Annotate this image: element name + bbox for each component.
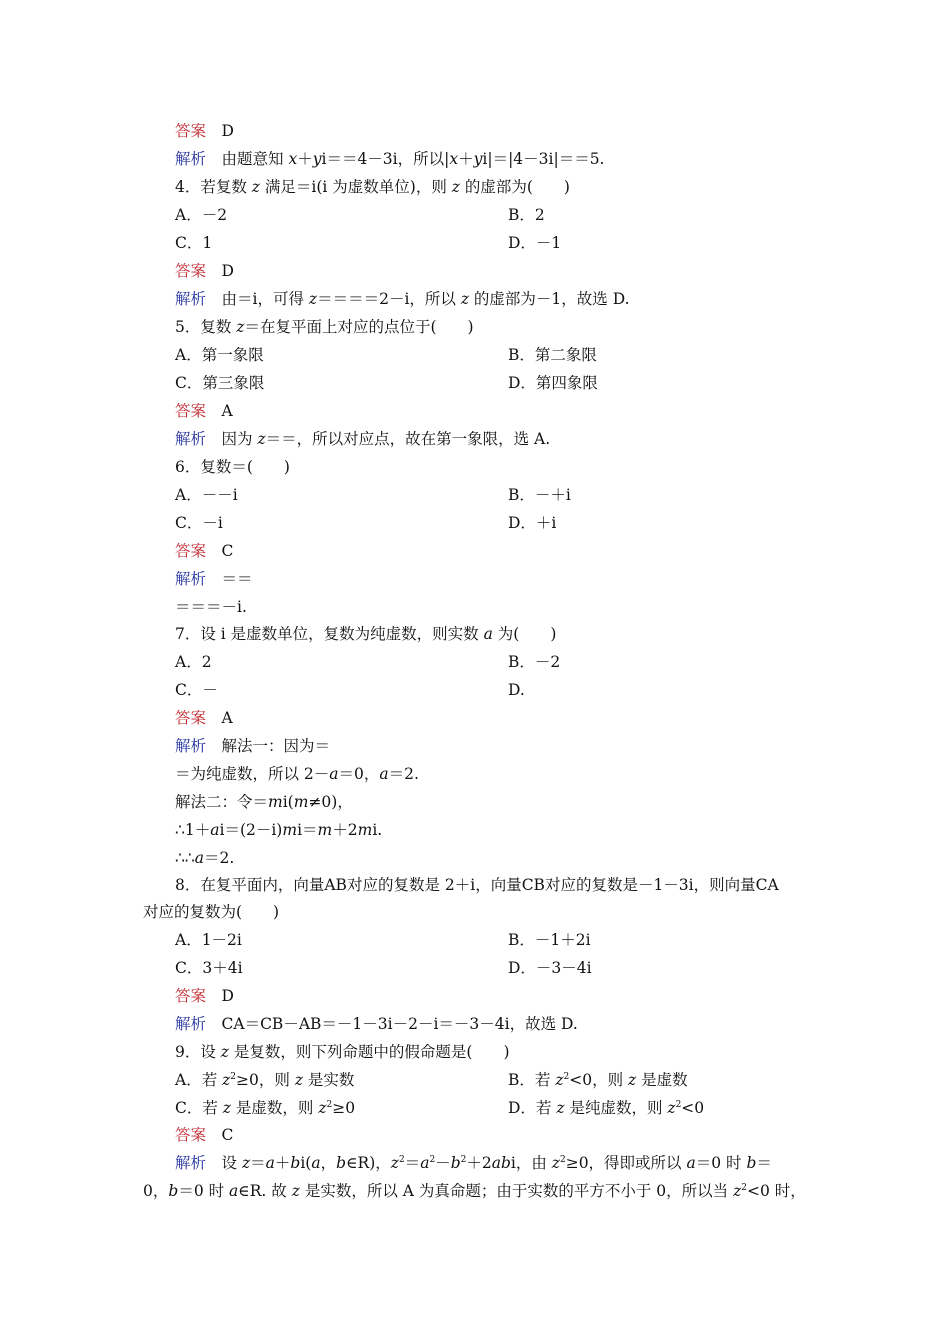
text-line <box>175 736 330 756</box>
math-variable: z <box>257 430 266 448</box>
text-run: D <box>206 262 234 280</box>
text-run: 因为 <box>206 430 258 448</box>
text-run: ＝＝＝＝2－i，所以 <box>317 290 461 308</box>
text-run: ＝ <box>756 1154 772 1172</box>
math-variable: a <box>329 765 339 783</box>
text-run: 是复数，则下列命题中的假命题是( ) <box>228 1043 510 1061</box>
text-run: ≥0 <box>332 1099 356 1117</box>
text-line <box>508 958 592 978</box>
math-variable: z <box>318 1099 327 1117</box>
answer-label: 答案 <box>175 987 207 1005</box>
text-line <box>175 177 570 197</box>
math-variable: y <box>312 150 322 168</box>
text-line <box>508 205 545 225</box>
analysis-label: 解析 <box>175 150 207 168</box>
text-line <box>175 345 264 365</box>
math-variable: a <box>210 821 220 839</box>
superscript: 2 <box>326 1099 333 1110</box>
text-line <box>508 1098 704 1118</box>
math-variable: z <box>451 178 460 196</box>
analysis-label: 解析 <box>175 570 207 588</box>
math-variable: x <box>449 150 459 168</box>
text-run: ＝0 时 <box>695 1154 747 1172</box>
text-line <box>175 1070 354 1090</box>
math-variable: m <box>268 793 283 811</box>
text-run: 对应的复数为( ) <box>143 903 280 921</box>
text-run: 9．设 <box>175 1043 221 1061</box>
math-variable: z <box>733 1182 742 1200</box>
text-line <box>175 569 253 589</box>
text-line <box>175 485 238 505</box>
text-run: 解法二：令＝ <box>175 793 269 811</box>
math-variable: b <box>336 1154 347 1172</box>
math-variable: a <box>483 625 493 643</box>
text-run: B．－＋i <box>508 486 571 504</box>
superscript: 2 <box>429 1154 436 1165</box>
answer-label: 答案 <box>175 1126 207 1144</box>
text-run: C．－i <box>175 514 223 532</box>
math-variable: b <box>450 1154 461 1172</box>
math-variable: x <box>288 150 298 168</box>
text-line <box>175 1098 355 1118</box>
text-run: ≥0，得即或所以 <box>565 1154 687 1172</box>
superscript: 2 <box>230 1071 237 1082</box>
superscript: 2 <box>398 1154 405 1165</box>
superscript: 2 <box>675 1099 682 1110</box>
text-run: D <box>206 122 234 140</box>
text-run: 0， <box>143 1182 169 1200</box>
text-run: 的虚部为( ) <box>459 178 570 196</box>
text-run: ＝2. <box>388 765 419 783</box>
math-variable: m <box>317 821 333 839</box>
text-line <box>175 289 630 309</box>
text-line <box>175 986 234 1006</box>
math-variable: z <box>551 1154 560 1172</box>
text-run: i＝ <box>297 821 318 839</box>
text-line <box>508 345 597 365</box>
text-run: ≥0，则 <box>236 1071 295 1089</box>
text-run: CA＝CB－AB＝－1－3i－2－i＝－3－4i，故选 D. <box>206 1015 578 1033</box>
math-variable: m <box>282 821 298 839</box>
text-line <box>175 373 264 393</box>
text-run: ＋2 <box>332 821 358 839</box>
text-line <box>175 680 218 700</box>
text-run: 是实数 <box>302 1071 355 1089</box>
text-line <box>508 652 560 672</box>
text-run: － <box>435 1154 451 1172</box>
text-run: A．1－2i <box>175 931 242 949</box>
text-line <box>175 205 227 225</box>
text-run: A <box>206 709 233 727</box>
math-variable: a <box>265 1154 275 1172</box>
math-variable: z <box>390 1154 399 1172</box>
math-variable: m <box>293 793 309 811</box>
text-line <box>175 652 212 672</box>
text-line <box>508 680 525 700</box>
answer-label: 答案 <box>175 709 207 727</box>
text-line <box>508 930 591 950</box>
text-run: ＋ <box>458 150 474 168</box>
math-variable: a <box>420 1154 430 1172</box>
analysis-label: 解析 <box>175 737 207 755</box>
math-variable: m <box>357 821 373 839</box>
text-run: ＝ <box>404 1154 421 1172</box>
answer-label: 答案 <box>175 542 207 560</box>
text-run: ＝为纯虚数，所以 2－ <box>175 765 330 783</box>
text-run: C．1 <box>175 234 213 252</box>
text-run: C．－ <box>175 681 218 699</box>
text-run: C <box>206 542 234 560</box>
text-line <box>175 261 234 281</box>
text-run: i＝(2－i) <box>219 821 283 839</box>
text-run: ∈R)， <box>346 1154 391 1172</box>
text-line <box>175 1014 578 1034</box>
text-run: A．若 <box>175 1071 223 1089</box>
text-run: B．第二象限 <box>508 346 597 364</box>
text-run: ， <box>320 1154 337 1172</box>
text-line <box>175 1042 510 1062</box>
superscript: 2 <box>563 1071 570 1082</box>
text-run: C．3＋4i <box>175 959 243 977</box>
math-variable: z <box>556 1099 565 1117</box>
text-run: D．第四象限 <box>508 374 598 392</box>
math-variable: z <box>236 318 245 336</box>
text-line <box>175 1153 772 1173</box>
text-line <box>175 930 242 950</box>
math-variable: a <box>229 1182 239 1200</box>
text-line <box>175 597 247 617</box>
text-run: <0，则 <box>569 1071 629 1089</box>
text-line <box>175 708 233 728</box>
text-line <box>175 875 779 895</box>
text-run: B．2 <box>508 206 545 224</box>
analysis-label: 解析 <box>175 1154 207 1172</box>
text-run: C <box>206 1126 234 1144</box>
text-run: ＝＝ <box>206 570 253 588</box>
text-run: 8．在复平面内，向量AB对应的复数是 2＋i，向量CB对应的复数是－1－3i，则向量CA <box>175 876 779 894</box>
text-run: i，由 <box>510 1154 552 1172</box>
math-variable: z <box>308 290 318 308</box>
text-line <box>175 317 474 337</box>
text-run: 设 <box>206 1154 242 1172</box>
text-run: ＝在复平面上对应的点位于( ) <box>244 318 474 336</box>
text-line <box>175 1125 233 1145</box>
text-run: B．若 <box>508 1071 556 1089</box>
text-run: D．－3－4i <box>508 959 592 977</box>
text-line <box>175 457 290 477</box>
math-variable: a <box>379 765 389 783</box>
analysis-label: 解析 <box>175 290 207 308</box>
math-variable: b <box>290 1154 301 1172</box>
analysis-label: 解析 <box>175 430 207 448</box>
math-variable: z <box>291 1182 300 1200</box>
math-variable: y <box>473 150 483 168</box>
answer-label: 答案 <box>175 122 207 140</box>
math-variable: z <box>460 290 469 308</box>
text-line <box>175 764 419 784</box>
text-line <box>175 792 353 812</box>
text-run: 5．复数 <box>175 318 237 336</box>
text-run: B．－2 <box>508 653 561 671</box>
text-line <box>508 485 571 505</box>
text-run: 为( ) <box>492 625 557 643</box>
text-run: A．第一象限 <box>175 346 264 364</box>
text-run: i( <box>282 793 294 811</box>
text-run: 的虚部为－1，故选 D. <box>469 290 630 308</box>
text-run: D <box>206 987 234 1005</box>
text-run: A．2 <box>175 653 212 671</box>
text-run: ＋2 <box>466 1154 492 1172</box>
text-line <box>143 1181 806 1201</box>
text-run: ＝＝＝－i. <box>175 598 247 616</box>
text-run: ＝0 时 <box>178 1182 230 1200</box>
text-line <box>175 541 233 561</box>
text-run: A <box>206 402 233 420</box>
text-run: 是纯虚数，则 <box>564 1099 668 1117</box>
text-line <box>175 233 212 253</box>
text-line <box>175 149 604 169</box>
math-variable: b <box>168 1182 179 1200</box>
text-run: D．－1 <box>508 234 562 252</box>
math-variable: a <box>686 1154 696 1172</box>
math-variable: z <box>220 1043 229 1061</box>
text-line <box>175 820 382 840</box>
math-variable: a <box>311 1154 321 1172</box>
math-variable: z <box>251 178 260 196</box>
text-run: 满足＝i(i 为虚数单位)，则 <box>259 178 452 196</box>
text-run: i|＝|4－3i|＝＝5. <box>482 150 605 168</box>
text-run: D．若 <box>508 1099 557 1117</box>
text-line <box>508 373 598 393</box>
text-run: <0 时， <box>747 1182 806 1200</box>
superscript: 2 <box>460 1154 467 1165</box>
text-line <box>143 902 279 922</box>
text-line <box>175 624 556 644</box>
text-run: i＝＝4－3i，所以| <box>321 150 450 168</box>
text-run: D. <box>508 681 525 699</box>
text-line <box>175 848 234 868</box>
text-run: <0 <box>681 1099 705 1117</box>
text-run: ＋ <box>297 150 313 168</box>
text-run: ＝2. <box>203 849 235 867</box>
text-run: ∈R. 故 <box>238 1182 292 1200</box>
answer-label: 答案 <box>175 402 207 420</box>
superscript: 2 <box>559 1154 566 1165</box>
text-run: ≠0)， <box>308 793 353 811</box>
text-line <box>175 429 550 449</box>
text-run: ＝＝，所以对应点，故在第一象限，选 A. <box>265 430 551 448</box>
math-variable: a <box>194 849 204 867</box>
math-variable: z <box>294 1071 303 1089</box>
text-line <box>175 121 234 141</box>
text-run: ＝ <box>250 1154 266 1172</box>
analysis-label: 解析 <box>175 1015 207 1033</box>
math-variable: z <box>241 1154 251 1172</box>
text-run: ＝0， <box>338 765 380 783</box>
text-run: 解法一：因为＝ <box>206 737 331 755</box>
text-run: 是虚数，则 <box>230 1099 319 1117</box>
text-run: C．第三象限 <box>175 374 265 392</box>
superscript: 2 <box>741 1182 747 1193</box>
math-variable: z <box>555 1071 564 1089</box>
text-line <box>175 513 223 533</box>
text-run: ∴1＋ <box>175 821 211 839</box>
text-run: D．＋i <box>508 514 557 532</box>
answer-label: 答案 <box>175 262 207 280</box>
text-run: 4．若复数 <box>175 178 252 196</box>
text-run: ＋ <box>274 1154 291 1172</box>
text-run: A．－2 <box>175 206 228 224</box>
text-run: C．若 <box>175 1099 223 1117</box>
math-variable: z <box>222 1099 231 1117</box>
text-run: B．－1＋2i <box>508 931 591 949</box>
math-variable: z <box>222 1071 231 1089</box>
text-line <box>508 513 556 533</box>
text-run: 由题意知 <box>206 150 289 168</box>
math-variable: b <box>746 1154 757 1172</box>
text-run: i( <box>300 1154 312 1172</box>
text-line <box>508 233 561 253</box>
math-variable: z <box>628 1071 637 1089</box>
text-line <box>508 1070 688 1090</box>
text-run: 6．复数＝( ) <box>175 458 290 476</box>
text-run: i. <box>372 821 383 839</box>
math-variable: z <box>667 1099 676 1117</box>
text-run: ∴∴ <box>175 849 195 867</box>
text-run: A．－－i <box>175 486 238 504</box>
text-run: 由＝i，可得 <box>206 290 309 308</box>
text-line <box>175 958 243 978</box>
text-run: 是虚数 <box>636 1071 688 1089</box>
text-line <box>175 401 233 421</box>
text-run: 是实数，所以 A 为真命题；由于实数的平方不小于 0，所以当 <box>299 1182 734 1200</box>
math-variable: ab <box>491 1154 511 1172</box>
text-run: 7．设 i 是虚数单位，复数为纯虚数，则实数 <box>175 625 484 643</box>
